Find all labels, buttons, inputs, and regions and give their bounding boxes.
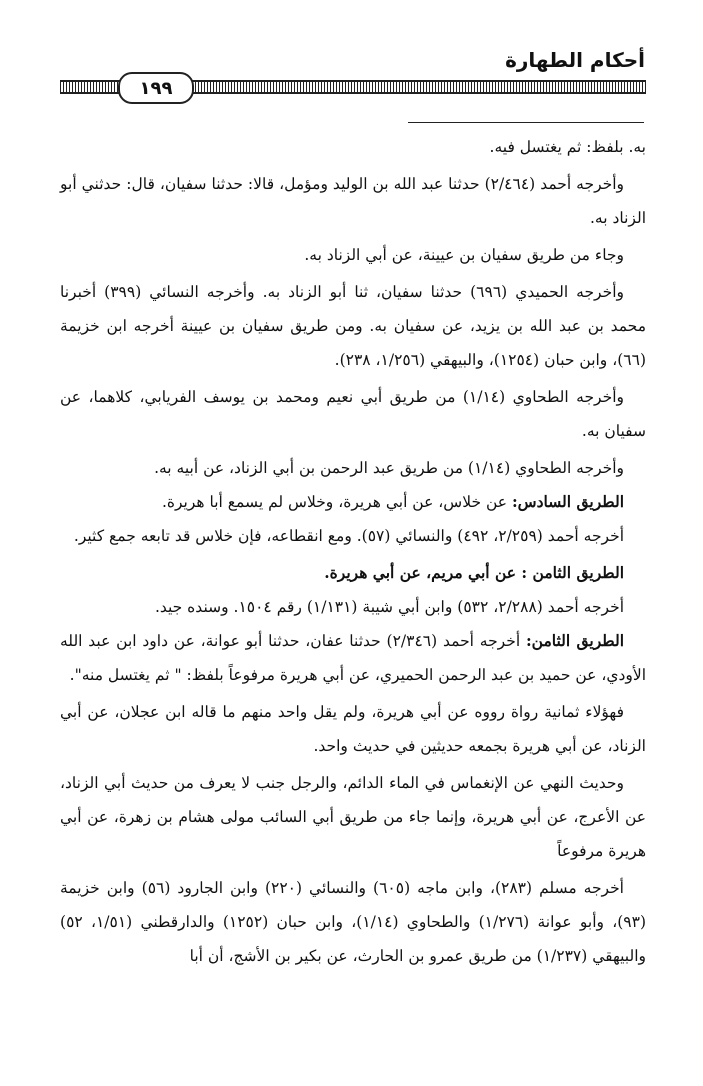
section-heading: الطريق الثامن:: [525, 631, 625, 650]
paragraph: فهؤلاء ثمانية رواة رووه عن أبي هريرة، ولم يقل واحد منهم ما قاله ابن عجلان، عن أبي الزناد، عن أبي هريرة بجمعه حديثين في حديث واحد.: [60, 703, 646, 755]
page-header: [0, 0, 703, 110]
book-title: أحكام الطهارة: [505, 48, 645, 72]
footnote-separator: [408, 122, 644, 123]
paragraph: وأخرجه الحميدي (٦٩٦) حدثنا سفيان، ثنا أبو الزناد به. وأخرجه النسائي (٣٩٩) أخبرنا محمد بن عبد الله بن يزيد، عن سفيان به. ومن طريق سفيان بن عيينة أخرجه ابن خزيمة (٦٦)، وابن حبان (١٢٥٤)، والبيهقي (١/٢٥٦، ٢٣٨).: [60, 283, 646, 369]
paragraph: أخرجه مسلم (٢٨٣)، وابن ماجه (٦٠٥) والنسائي (٢٢٠) وابن الجارود (٥٦) وابن خزيمة (٩٣)، وأبو عوانة (١/٢٧٦) والطحاوي (١/١٤)، وابن حبان (١٢٥٢) والدارقطني (١/٥١، ٥٢) والبيهقي (١/٢٣٧) من طريق عمرو بن الحارث، عن بكير بن الأشج، أن أبا: [60, 879, 646, 965]
footnote-body: [60, 130, 646, 973]
section-heading: الطريق الثامن : عن أبي مريم، عن أبي هريرة.: [324, 563, 624, 582]
paragraph: به. بلفظ: ثم يغتسل فيه.: [489, 138, 646, 156]
paragraph: وجاء من طريق سفيان بن عيينة، عن أبي الزناد به.: [304, 246, 624, 264]
paragraph: أخرجه أحمد (٢/٢٥٩، ٤٩٢) والنسائي (٥٧). ومع انقطاعه، فإن خلاس قد تابعه جمع كثير.: [73, 527, 624, 545]
page-number: ١٩٩: [118, 72, 194, 104]
paragraph: وحديث النهي عن الإنغماس في الماء الدائم، والرجل جنب لا يعرف من حديث أبي الزناد، عن الأعرج، عن أبي هريرة، وإنما جاء من طريق أبي السائب مولى هشام بن زهرة، عن أبي هريرة مرفوعاً: [60, 774, 646, 860]
section-heading: الطريق السادس:: [511, 492, 624, 511]
paragraph: وأخرجه أحمد (٢/٤٦٤) حدثنا عبد الله بن الوليد ومؤمل، قالا: حدثنا سفيان، قال: حدثني أبو الزناد به.: [60, 175, 646, 227]
paragraph: الطريق الثامن: أخرجه أحمد (٢/٣٤٦) حدثنا عفان، حدثنا أبو عوانة، عن داود ابن عبد الله الأودي، عن حميد بن عبد الرحمن الحميري، عن أبي هريرة مرفوعاً بلفظ: " ثم يغتسل منه".: [60, 631, 646, 684]
paragraph: وأخرجه الطحاوي (١/١٤) من طريق عبد الرحمن بن أبي الزناد، عن أبيه به.: [154, 459, 624, 477]
paragraph: الطريق السادس: عن خلاس، عن أبي هريرة، وخلاس لم يسمع أبا هريرة.: [161, 492, 624, 511]
paragraph: وأخرجه الطحاوي (١/١٤) من طريق أبي نعيم ومحمد بن يوسف الفريابي، كلاهما، عن سفيان به.: [60, 388, 646, 440]
paragraph: أخرجه أحمد (٢/٢٨٨، ٥٣٢) وابن أبي شيبة (١/١٣١) رقم ١٥٠٤. وسنده جيد.: [154, 598, 624, 616]
paragraph: [60, 556, 646, 590]
